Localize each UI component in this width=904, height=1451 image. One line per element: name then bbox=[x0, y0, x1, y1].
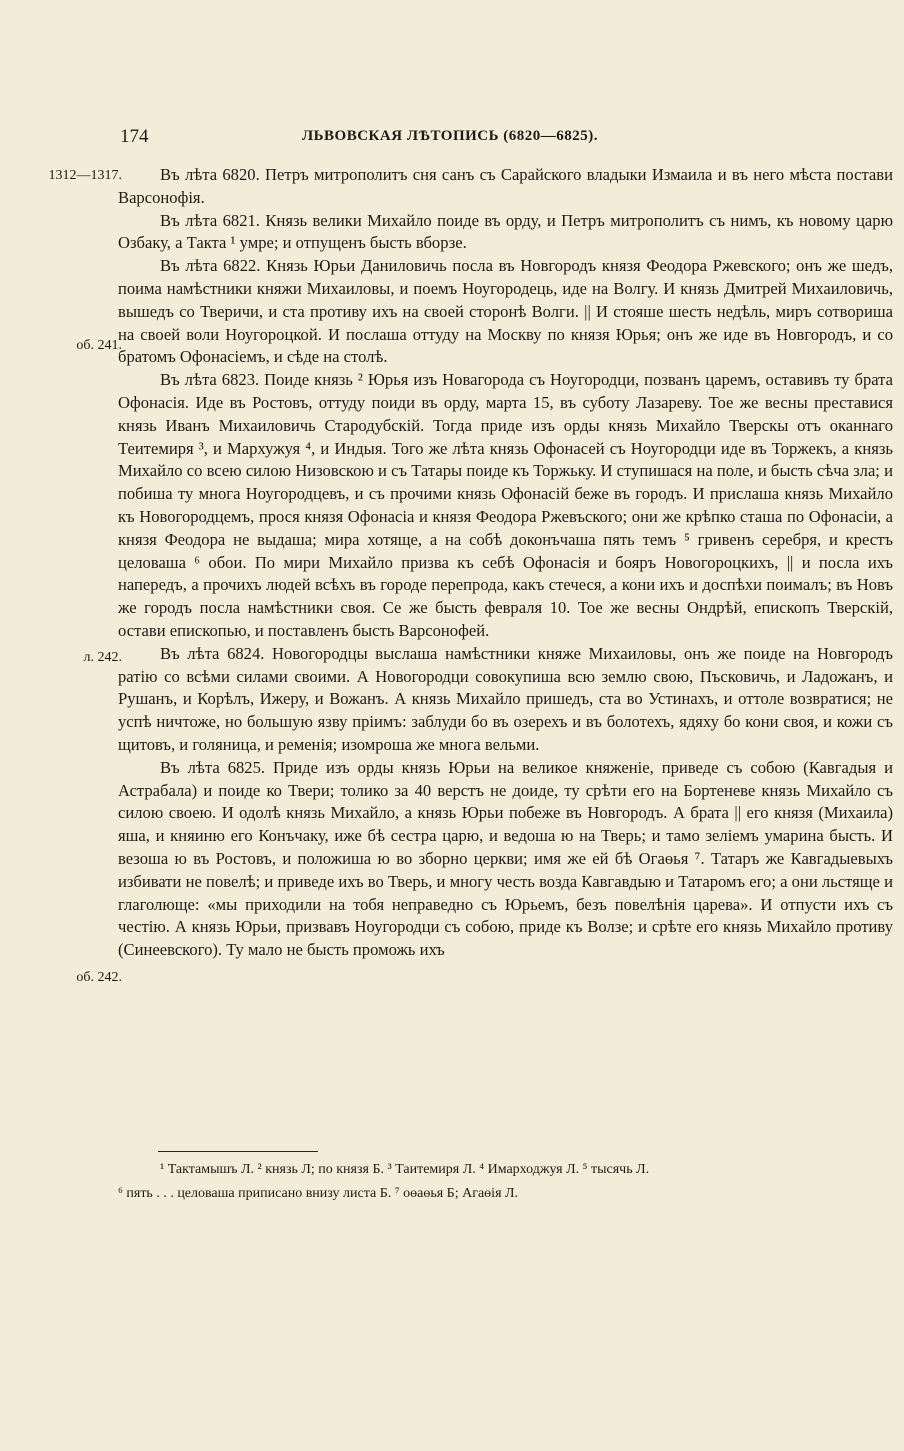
paragraph-6820: Въ лѣта 6820. Петръ митрополитъ сня санъ съ Сарайского владыки Измаила и въ него мѣста постави Варсонофія. bbox=[118, 165, 893, 207]
paragraph-6821: Въ лѣта 6821. Князь велики Михайло поиде въ орду, и Петръ митрополитъ съ нимъ, къ новому царю Озбаку, а Такта ¹ умре; и отпущенъ бысть вборзе. bbox=[118, 210, 893, 253]
page-number: 174 bbox=[120, 126, 149, 147]
footnote-divider bbox=[158, 1151, 318, 1152]
footnotes bbox=[118, 1158, 893, 1206]
footnote-line: ¹ Тактамышъ Л. ² князь Л; по князя Б. ³ Таитемиря Л. ⁴ Имарходжуя Л. ⁵ тысячь Л. bbox=[160, 1162, 650, 1177]
page-header bbox=[120, 126, 780, 150]
paragraph-6822: Въ лѣта 6822. Князь Юрьи Даниловичь посла въ Новгородъ князя Феодора Ржевского; онъ же шедъ, поима намѣстники княжи Михаиловы, и поемъ Ноугородець, иде на Волгу. И князь Дмитрей Михаиловичь, вышедъ со Тверичи, и ста противу ихъ на своей сторонѣ Волги. || И стояше шесть недѣль, миръ сотвориша на своей воли Ноугороцкой. И послаша оттуду на Москву по князя Юрья; онъ же иде въ Новгородъ, и со братомъ Офонасіемъ, и сѣде на столѣ. bbox=[118, 256, 893, 367]
margin-note-folio: об. 241. bbox=[76, 338, 122, 353]
running-title: ЛЬВОВСКАЯ ЛѢТОПИСЬ (6820—6825). bbox=[301, 128, 599, 144]
footnote-line: ⁶ пять . . . целоваша приписано внизу листа Б. ⁷ оѳаѳья Б; Агаѳія Л. bbox=[118, 1186, 519, 1201]
chronicle-text bbox=[118, 164, 893, 962]
paragraph-6823: Въ лѣта 6823. Поиде князь ² Юрья изъ Новагорода съ Ноугородци, позванъ царемъ, оставивъ ту брата Офонасія. Иде въ Ростовъ, оттуду поиди въ орду, марта 15, въ суботу Лазареву. Тое же весны преставися князь Иванъ Михаиловичь Стародубскій. Тогда приде изъ орды князь Михайло Тверскы отъ оканнаго Теитемиря ³, и Мархужуя ⁴, и Индыя. Того же лѣта князь Офонасей съ Ноугородци иде въ Торжекъ, а князь Михайло со всею силою Низовскою и съ Татары поиде къ Торжьку. И ступишася на поле, и бысть сѣча зла; и побиша ту многа Ноугородцевъ, и съ прочими князь Офонасій беже въ городъ. И прислаша князь Михайло къ Новогородцемъ, прося князя Офонасіа и князя Феодора Ржевъского; они же крѣпко сташа по Офонасіи, а князя Феодора не выдаша; мира хотяще, а на собѣ доконъчаша пять темъ ⁵ гривенъ серебря, и крестъ целоваша ⁶ обои. По мири Михайло призва къ себѣ Офонасія и бояръ Новогороцкихъ, || и посла ихъ напередъ, а прочихъ людей всѣхъ въ городе перепрода, какъ стечеся, а кони ихъ и доспѣхи поималъ; въ Новъ же городъ посла намѣстники своя. Се же бысть февраля 10. Тое же весны Ондрѣй, епископъ Тверскій, остави епископью, и поставленъ бысть Варсонофей. bbox=[118, 370, 893, 640]
margin-note-years: 1312—1317. bbox=[48, 168, 122, 183]
margin-note-folio: об. 242. bbox=[76, 970, 122, 985]
margin-note-folio: л. 242. bbox=[83, 650, 122, 665]
paragraph-6824: Въ лѣта 6824. Новогородцы выслаша намѣстники княже Михаиловы, онъ же поиде на Новгородъ ратію со всѣми силами своими. А Новогородци совокупиша всю землю свою, Пъсковичь, и Ладожанъ, и Рушанъ, и Корѣлъ, Ижеру, и Вожанъ. А князь Михайло пришедъ, ста во Устинахъ, и оттоле возвратися; не успѣ ничтоже, но большую язву пріимъ: заблуди бо въ озерехъ и въ болотехъ, ядяху бо кони своя, и кожи съ щитовъ, и голяница, и ременія; изомроша же многа вельми. bbox=[118, 643, 893, 754]
paragraph-6825: Въ лѣта 6825. Приде изъ орды князь Юрьи на великое княженіе, приведе съ собою (Кавгадыя и Астрабала) и поиде ко Твери; толико за 40 верстъ не доиде, ту срѣти его на Бортеневе князь Михайло съ силою своею. И одолѣ князь Михайло, а князь Юрьи побеже въ Новгородъ. А брата || его князя (Михаила) яша, и княиню его Конъчаку, иже бѣ сестра царю, и ведоша ю на Тверь; и тамо зеліемъ умарина бысть. И везоша ю въ Ростовъ, и положиша ю во зборно церкви; имя же ей бѣ Огаѳья ⁷. Татаръ же Кавгадыевыхъ избивати не повелѣ; и приведе ихъ во Тверь, и многу честь возда Кавгавдыю и Татаромъ его; а они льстяще и глаголюще: «мы приходили на тобя неправедно съ Юрьемъ, безъ повелѣнія царева». И отпусти ихъ съ честію. А князь Юрьи, призвавъ Ноугородци съ собою, приде къ Волзе; и срѣте его князь Михайло противу (Синеевского). Ту мало не бысть проможь ихъ bbox=[118, 757, 893, 960]
